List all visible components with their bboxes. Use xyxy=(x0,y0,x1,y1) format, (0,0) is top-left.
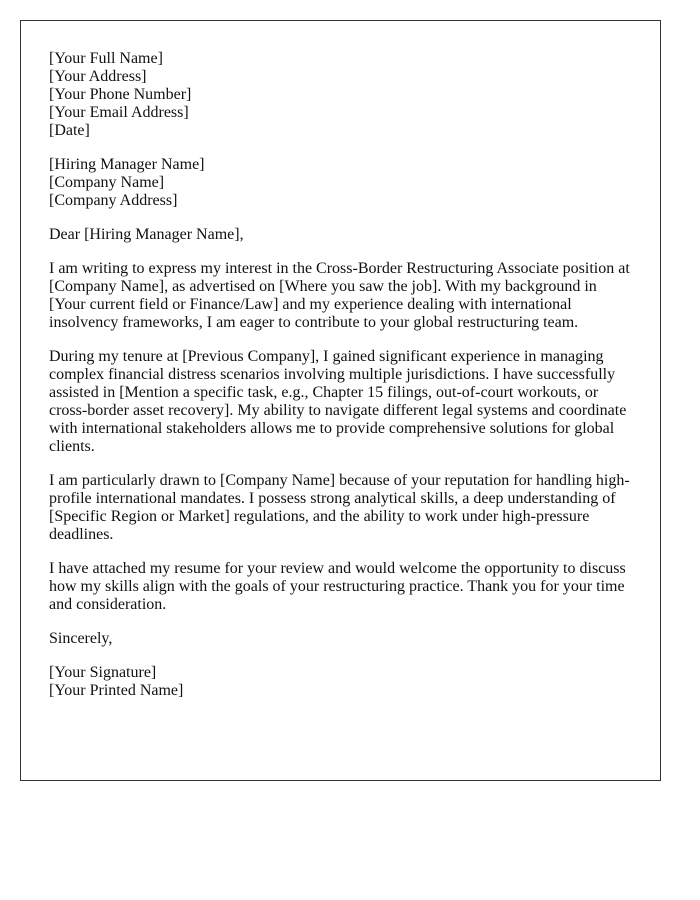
paragraph-intro xyxy=(49,260,639,332)
paragraph-closing xyxy=(49,560,639,614)
paragraph-line: [Your current field or Finance/Law] and my experience dealing with international xyxy=(49,296,572,313)
paragraph-line: insolvency frameworks, I am eager to contribute to your global restructuring team. xyxy=(49,314,579,331)
sender-address: [Your Address] xyxy=(49,68,147,85)
sender-email: [Your Email Address] xyxy=(49,104,189,121)
sender-phone: [Your Phone Number] xyxy=(49,86,192,103)
recipient-company-address: [Company Address] xyxy=(49,192,178,209)
paragraph-experience xyxy=(49,348,639,456)
paragraph-line: assisted in [Mention a specific task, e.g., Chapter 15 filings, out-of-court workouts, or xyxy=(49,384,599,401)
sender-full-name: [Your Full Name] xyxy=(49,50,163,67)
complimentary-close xyxy=(49,630,639,648)
paragraph-line: complex financial distress scenarios involving multiple jurisdictions. I have successfully xyxy=(49,366,616,383)
paragraph-line: and consideration. xyxy=(49,596,167,613)
paragraph-line: I am particularly drawn to [Company Name] because of your reputation for handling high- xyxy=(49,472,630,489)
salutation-text: Dear [Hiring Manager Name], xyxy=(49,226,244,243)
signature-block xyxy=(49,664,639,700)
recipient-company-name: [Company Name] xyxy=(49,174,165,191)
paragraph-motivation xyxy=(49,472,639,544)
salutation xyxy=(49,226,639,244)
closing-text: Sincerely, xyxy=(49,630,113,647)
paragraph-line: cross-border asset recovery]. My ability to navigate different legal systems and coordinate xyxy=(49,402,627,419)
signature: [Your Signature] xyxy=(49,664,157,681)
paragraph-line: [Specific Region or Market] regulations, and the ability to work under high-pressure xyxy=(49,508,590,525)
paragraph-line: I am writing to express my interest in the Cross-Border Restructuring Associate position at xyxy=(49,260,630,277)
paragraph-line: clients. xyxy=(49,438,95,455)
paragraph-line: profile international mandates. I possess strong analytical skills, a deep understanding of xyxy=(49,490,616,507)
recipient-hiring-manager: [Hiring Manager Name] xyxy=(49,156,205,173)
printed-name: [Your Printed Name] xyxy=(49,682,184,699)
paragraph-line: During my tenure at [Previous Company], I gained significant experience in managing xyxy=(49,348,604,365)
letter-page xyxy=(20,20,661,781)
sender-block xyxy=(49,50,639,140)
letter-body xyxy=(49,50,639,716)
paragraph-line: how my skills align with the goals of your restructuring practice. Thank you for your time xyxy=(49,578,625,595)
paragraph-line: [Company Name], as advertised on [Where you saw the job]. With my background in xyxy=(49,278,597,295)
paragraph-line: with international stakeholders allows me to provide comprehensive solutions for global xyxy=(49,420,615,437)
recipient-block xyxy=(49,156,639,210)
letter-date: [Date] xyxy=(49,122,90,139)
paragraph-line: deadlines. xyxy=(49,526,114,543)
paragraph-line: I have attached my resume for your review and would welcome the opportunity to discuss xyxy=(49,560,626,577)
